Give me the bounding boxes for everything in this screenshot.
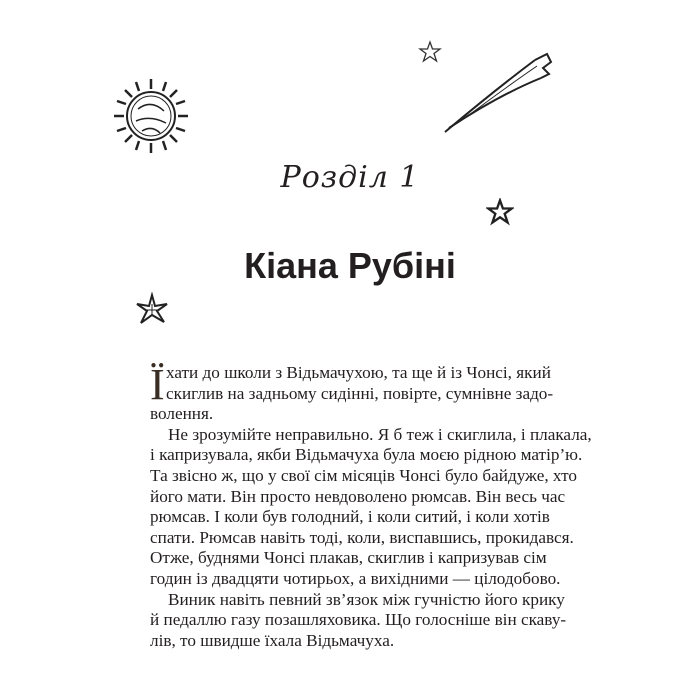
- body-text: [150, 360, 592, 651]
- chapter-title: Кіана Рубіні: [244, 245, 456, 286]
- text-line: лів, то швидше їхала Відьмачуха.: [150, 630, 395, 650]
- text-line: хати до школи з Відьмачухою, та ще й із Чонсі, який: [166, 363, 551, 382]
- drop-cap: Ї: [150, 360, 165, 409]
- text-line: Не зрозумійте неправильно. Я б теж і скиглила, і плакала,: [168, 424, 592, 444]
- star-icon: [418, 40, 442, 64]
- text-line: Та звісно ж, що у свої сім місяців Чонсі було байдуже, хто: [150, 465, 577, 485]
- text-line: скиглив на задньому сидінні, повірте, сумнівне задо-: [166, 383, 554, 403]
- star-icon: [486, 198, 514, 226]
- text-line: й педаллю газу позашляховика. Що голосніше він скаву-: [150, 610, 567, 630]
- text-line: його мати. Він просто невдоволено рюмсав. Він весь час: [150, 486, 566, 506]
- text-line: і капризувала, якби Відьмачуха була моєю рідною матір’ю.: [150, 445, 583, 465]
- text-line: Виник навіть певний зв’язок між гучністю його крику: [168, 589, 565, 609]
- chapter-label: Розділ 1: [280, 160, 420, 195]
- comet-icon: [435, 40, 565, 140]
- text-line: Отже, буднями Чонсі плакав, скиглив і капризував сім: [150, 548, 547, 568]
- sparkle-star-icon: [134, 292, 170, 328]
- text-line: спати. Рюмсав навіть тоді, коли, виспавшись, прокидався.: [150, 527, 574, 547]
- sun-icon: [110, 75, 192, 157]
- text-line: волення.: [150, 404, 214, 424]
- text-line: рюмсав. І коли був голодний, і коли ситий, і коли хотів: [150, 507, 550, 527]
- text-line: годин із двадцяти чотирьох, а вихідними — цілодобово.: [150, 568, 561, 588]
